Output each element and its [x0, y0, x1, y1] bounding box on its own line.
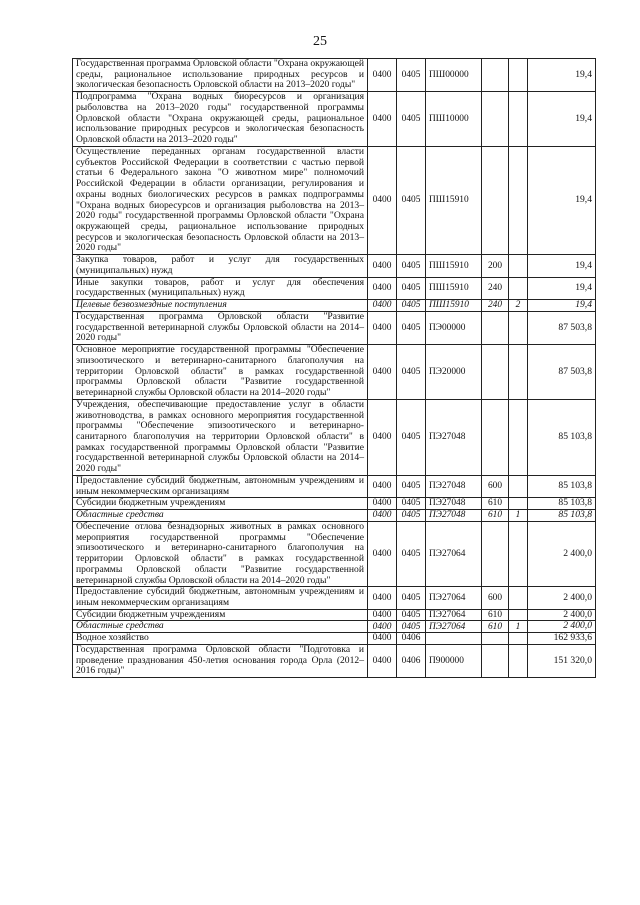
section-code: 0400	[368, 587, 397, 609]
target-article-code: ПЭ27048	[426, 498, 482, 510]
expense-type-code: 240	[482, 277, 509, 299]
target-article-code: ПШ10000	[426, 92, 482, 147]
amount: 19,4	[528, 277, 596, 299]
expense-type-code: 240	[482, 300, 509, 312]
target-article-code: ПШ15910	[426, 277, 482, 299]
expense-type-code: 610	[482, 510, 509, 522]
expense-type-code: 610	[482, 609, 509, 621]
subsection-code: 0405	[397, 609, 426, 621]
target-article-code: ПЭ27064	[426, 621, 482, 633]
subsection-code: 0405	[397, 345, 426, 400]
section-code: 0400	[368, 498, 397, 510]
target-article-code: ПЭ00000	[426, 311, 482, 344]
section-code: 0400	[368, 146, 397, 254]
target-article-code	[426, 633, 482, 645]
page-number: 25	[313, 34, 327, 49]
row-name: Обеспечение отлова безнадзорных животных в рамках основного мероприятия государственной программы "Обеспечение эпизоотического и ветеринарно-санитарного благополучия на территории Орловской области" в рамках государственной программы Орловской области "Развитие государственной ветеринарной службы Орловской области на 2014–2020 годы"	[73, 521, 368, 586]
target-article-code: ПЭ27064	[426, 609, 482, 621]
subsection-code: 0405	[397, 255, 426, 277]
table-row	[73, 92, 596, 147]
funding-source-code	[509, 587, 528, 609]
expense-type-code: 600	[482, 587, 509, 609]
row-name: Областные средства	[73, 621, 368, 633]
section-code: 0400	[368, 277, 397, 299]
subsection-code: 0406	[397, 633, 426, 645]
subsection-code: 0405	[397, 587, 426, 609]
amount: 19,4	[528, 146, 596, 254]
subsection-code: 0405	[397, 59, 426, 92]
subsection-code: 0405	[397, 510, 426, 522]
row-name: Иные закупки товаров, работ и услуг для обеспечения государственных (муниципальных) нужд	[73, 277, 368, 299]
funding-source-code: 1	[509, 510, 528, 522]
target-article-code: ПШ00000	[426, 59, 482, 92]
amount: 2 400,0	[528, 587, 596, 609]
section-code: 0400	[368, 609, 397, 621]
table-row	[73, 399, 596, 475]
table-row	[73, 621, 596, 633]
section-code: 0400	[368, 345, 397, 400]
amount: 85 103,8	[528, 498, 596, 510]
section-code: 0400	[368, 311, 397, 344]
section-code: 0400	[368, 621, 397, 633]
funding-source-code	[509, 92, 528, 147]
section-code: 0400	[368, 399, 397, 475]
amount: 19,4	[528, 92, 596, 147]
table-row	[73, 300, 596, 312]
subsection-code: 0405	[397, 521, 426, 586]
funding-source-code	[509, 633, 528, 645]
row-name: Государственная программа Орловской области "Развитие государственной ветеринарной службы Орловской области на 2014–2020 годы"	[73, 311, 368, 344]
row-name: Подпрограмма "Охрана водных биоресурсов и организация рыболовства на 2013–2020 годы" государственной программы Орловской области "Охрана окружающей среды, рациональное использование природных ресурсов и экологическая безопасность Орловской области на 2013–2020 годы"	[73, 92, 368, 147]
target-article-code: ПЭ27064	[426, 587, 482, 609]
target-article-code: ПЭ27048	[426, 510, 482, 522]
table-row	[73, 146, 596, 254]
expense-type-code: 200	[482, 255, 509, 277]
funding-source-code: 2	[509, 300, 528, 312]
amount: 2 400,0	[528, 609, 596, 621]
target-article-code: ПЭ27064	[426, 521, 482, 586]
subsection-code: 0405	[397, 399, 426, 475]
expense-type-code	[482, 644, 509, 677]
target-article-code: ПЭ20000	[426, 345, 482, 400]
funding-source-code	[509, 255, 528, 277]
amount: 2 400,0	[528, 521, 596, 586]
table-row	[73, 59, 596, 92]
row-name: Предоставление субсидий бюджетным, автономным учреждениям и иным некоммерческим организациям	[73, 587, 368, 609]
amount: 85 103,8	[528, 510, 596, 522]
row-name: Государственная программа Орловской области "Охрана окружающей среды, рациональное использование природных ресурсов и экологическая безопасность Орловской области на 2013–2020 годы"	[73, 59, 368, 92]
row-name: Областные средства	[73, 510, 368, 522]
table-row	[73, 633, 596, 645]
row-name: Субсидии бюджетным учреждениям	[73, 498, 368, 510]
subsection-code: 0406	[397, 644, 426, 677]
funding-source-code	[509, 609, 528, 621]
funding-source-code	[509, 146, 528, 254]
funding-source-code: 1	[509, 621, 528, 633]
row-name: Государственная программа Орловской области "Подготовка и проведение празднования 450-летия основания города Орла (2012–2016 годы)"	[73, 644, 368, 677]
row-name: Учреждения, обеспечивающие предоставление услуг в области животноводства, в рамках основного мероприятия государственной программы "Обеспечение эпизоотического и ветеринарно-санитарного благополучия на территории Орловской области" в рамках государственной программы Орловской области "Развитие государственной ветеринарной службы Орловской области на 2014–2020 годы"	[73, 399, 368, 475]
table-row	[73, 521, 596, 586]
expense-type-code	[482, 92, 509, 147]
section-code: 0400	[368, 644, 397, 677]
target-article-code: ПШ15910	[426, 255, 482, 277]
row-name: Предоставление субсидий бюджетным, автономным учреждениям и иным некоммерческим организациям	[73, 475, 368, 497]
subsection-code: 0405	[397, 621, 426, 633]
funding-source-code	[509, 345, 528, 400]
subsection-code: 0405	[397, 498, 426, 510]
section-code: 0400	[368, 510, 397, 522]
subsection-code: 0405	[397, 311, 426, 344]
budget-table	[72, 58, 596, 678]
row-name: Основное мероприятие государственной программы "Обеспечение эпизоотического и ветеринарно-санитарного благополучия на территории Орловской области" в рамках государственной программы Орловской области "Развитие государственной ветеринарной службы Орловской области на 2014–2020 годы"	[73, 345, 368, 400]
target-article-code: ПЭ27048	[426, 399, 482, 475]
subsection-code: 0405	[397, 300, 426, 312]
table-row	[73, 345, 596, 400]
funding-source-code	[509, 498, 528, 510]
expense-type-code	[482, 633, 509, 645]
table-row	[73, 277, 596, 299]
funding-source-code	[509, 644, 528, 677]
expense-type-code	[482, 345, 509, 400]
amount: 85 103,8	[528, 399, 596, 475]
expense-type-code: 610	[482, 621, 509, 633]
table-row	[73, 644, 596, 677]
table-row	[73, 255, 596, 277]
section-code: 0400	[368, 475, 397, 497]
funding-source-code	[509, 277, 528, 299]
expense-type-code	[482, 146, 509, 254]
funding-source-code	[509, 399, 528, 475]
section-code: 0400	[368, 59, 397, 92]
row-name: Целевые безвозмездные поступления	[73, 300, 368, 312]
amount: 87 503,8	[528, 311, 596, 344]
amount: 162 933,6	[528, 633, 596, 645]
table-row	[73, 475, 596, 497]
funding-source-code	[509, 475, 528, 497]
funding-source-code	[509, 311, 528, 344]
table-row	[73, 609, 596, 621]
expense-type-code	[482, 521, 509, 586]
expense-type-code	[482, 311, 509, 344]
target-article-code: П900000	[426, 644, 482, 677]
table-row	[73, 311, 596, 344]
target-article-code: ПШ15910	[426, 300, 482, 312]
expense-type-code	[482, 59, 509, 92]
subsection-code: 0405	[397, 475, 426, 497]
amount: 87 503,8	[528, 345, 596, 400]
table-row	[73, 510, 596, 522]
target-article-code: ПЭ27048	[426, 475, 482, 497]
expense-type-code: 600	[482, 475, 509, 497]
subsection-code: 0405	[397, 146, 426, 254]
section-code: 0400	[368, 255, 397, 277]
section-code: 0400	[368, 633, 397, 645]
amount: 151 320,0	[528, 644, 596, 677]
row-name: Субсидии бюджетным учреждениям	[73, 609, 368, 621]
section-code: 0400	[368, 300, 397, 312]
section-code: 0400	[368, 521, 397, 586]
row-name: Водное хозяйство	[73, 633, 368, 645]
row-name: Осуществление переданных органам государственной власти субъектов Российской Федерации в соответствии с частью первой статьи 6 Федерального закона "О животном мире" полномочий Российской Федерации в области организации, регулирования и охраны водных биологических ресурсов в рамках подпрограммы "Охрана водных биоресурсов и организация рыболовства на 2013–2020 годы" государственной программы Орловской области "Охрана окружающей среды, рациональное использование природных ресурсов и экологическая безопасность Орловской области на 2013–2020 годы"	[73, 146, 368, 254]
target-article-code: ПШ15910	[426, 146, 482, 254]
subsection-code: 0405	[397, 277, 426, 299]
amount: 19,4	[528, 59, 596, 92]
amount: 19,4	[528, 300, 596, 312]
subsection-code: 0405	[397, 92, 426, 147]
amount: 2 400,0	[528, 621, 596, 633]
section-code: 0400	[368, 92, 397, 147]
amount: 85 103,8	[528, 475, 596, 497]
funding-source-code	[509, 521, 528, 586]
expense-type-code: 610	[482, 498, 509, 510]
row-name: Закупка товаров, работ и услуг для государственных (муниципальных) нужд	[73, 255, 368, 277]
expense-type-code	[482, 399, 509, 475]
funding-source-code	[509, 59, 528, 92]
table-row	[73, 498, 596, 510]
table-row	[73, 587, 596, 609]
amount: 19,4	[528, 255, 596, 277]
